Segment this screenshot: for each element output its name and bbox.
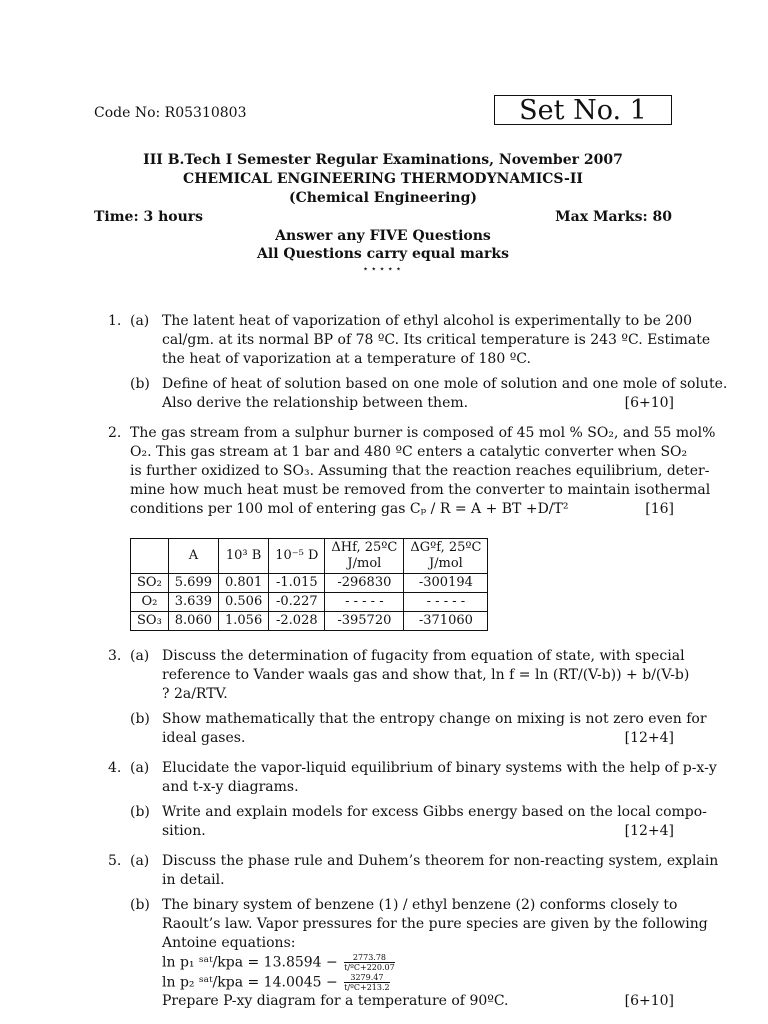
table-cell: -296830 [325, 574, 404, 593]
text-line: Discuss the phase rule and Duhem’s theorem for non-reacting system, explain [162, 853, 719, 869]
table-cell: 0.801 [219, 574, 269, 593]
instruction-answer: Answer any FIVE Questions [275, 228, 491, 244]
question-5 [108, 852, 719, 1011]
text-line: Show mathematically that the entropy change on mixing is not zero even for [162, 711, 707, 727]
table-cell: 5.699 [168, 574, 218, 593]
text-line: Prepare P-xy diagram for a temperature of 90ºC. [6+10] [162, 993, 674, 1009]
text-line: The gas stream from a sulphur burner is composed of 45 mol % SO₂, and 55 mol% [130, 425, 716, 441]
text-line: and t-x-y diagrams. [162, 779, 299, 795]
thermo-data-table [130, 538, 488, 631]
text-line: reference to Vander waals gas and show that, ln f = ln (RT/(V-b)) + b/(V-b) [162, 667, 690, 683]
question-5a [130, 852, 719, 890]
table-header-cell: 10⁻⁵ D [269, 539, 325, 574]
question-number: 4. [108, 760, 122, 776]
table-cell: 8.060 [168, 612, 218, 631]
question-2-body [130, 443, 711, 519]
text-line: Define of heat of solution based on one mole of solution and one mole of solute. [162, 376, 728, 392]
table-cell: -395720 [325, 612, 404, 631]
table-cell: -1.015 [269, 574, 325, 593]
table-row [131, 593, 488, 612]
table-row [131, 612, 488, 631]
part-label: (b) [130, 711, 150, 727]
question-2 [108, 424, 716, 519]
table-header-cell: A [168, 539, 218, 574]
table-cell: O₂ [131, 593, 169, 612]
text-line: The binary system of benzene (1) / ethyl benzene (2) conforms closely to [162, 897, 678, 913]
text-line: cal/gm. at its normal BP of 78 ºC. Its critical temperature is 243 ºC. Estimate [162, 332, 711, 348]
question-number: 1. [108, 313, 122, 329]
part-label: (a) [130, 853, 150, 869]
table-header-cell: ΔGºf, 25ºC J/mol [404, 539, 488, 574]
text-line: mine how much heat must be removed from the converter to maintain isothermal [130, 482, 711, 498]
text-line: The latent heat of vaporization of ethyl alcohol is experimentally to be 200 [162, 313, 693, 329]
text-line: Also derive the relationship between them. [6+10] [162, 395, 674, 411]
question-number: 2. [108, 425, 122, 441]
question-1 [108, 312, 728, 413]
text-line: conditions per 100 mol of entering gas Cₚ / R = A + BT +D/T² [16] [130, 501, 674, 517]
question-3b [130, 710, 707, 748]
question-3 [108, 647, 707, 748]
instruction-marks: All Questions carry equal marks [257, 246, 509, 262]
branch-title: (Chemical Engineering) [288, 190, 477, 206]
question-marks: [12+4] [624, 730, 674, 746]
text-line: Antoine equations: [162, 935, 296, 951]
table-header-row [131, 539, 488, 574]
table-cell: -300194 [404, 574, 488, 593]
equation-lhs: ln p₂ ˢᵃᵗ/kpa = 14.0045 − [162, 974, 338, 990]
text-line: Write and explain models for excess Gibbs energy based on the local compo- [162, 804, 707, 820]
text-line: Raoult’s law. Vapor pressures for the pure species are given by the following [162, 916, 708, 932]
table-row [131, 574, 488, 593]
table-cell: -2.028 [269, 612, 325, 631]
text-line: sition. [12+4] [162, 823, 674, 839]
equation-fraction: $\frac{2773.78}{\text{t/ºC+220.07}}$ [344, 953, 395, 972]
table-cell: 3.639 [168, 593, 218, 612]
table-cell: SO₃ [131, 612, 169, 631]
antoine-equation-2 [162, 973, 674, 993]
question-number: 3. [108, 648, 122, 664]
text-line: the heat of vaporization at a temperature of 180 ºC. [162, 351, 531, 367]
text-line: O₂. This gas stream at 1 bar and 480 ºC enters a catalytic converter when SO₂ [130, 444, 688, 460]
question-marks: [12+4] [624, 823, 674, 839]
separator-stars: ⋆⋆⋆⋆⋆ [362, 264, 404, 275]
table-header-cell [131, 539, 169, 574]
text-line: Discuss the determination of fugacity from equation of state, with special [162, 648, 685, 664]
question-4a [130, 759, 717, 797]
code-number: Code No: R05310803 [94, 105, 247, 121]
part-label: (b) [130, 897, 150, 913]
table-cell: -371060 [404, 612, 488, 631]
question-marks: [16] [645, 501, 674, 517]
question-3a [130, 647, 690, 704]
time-allowed: Time: 3 hours [94, 209, 204, 225]
table-cell: SO₂ [131, 574, 169, 593]
text-line: in detail. [162, 872, 225, 888]
table-cell: 1.056 [219, 612, 269, 631]
part-label: (a) [130, 648, 150, 664]
table-header-cell: 10³ B [219, 539, 269, 574]
question-5b [130, 896, 708, 1011]
table-header-cell: ΔHf, 25ºC J/mol [325, 539, 404, 574]
max-marks: Max Marks: 80 [555, 209, 672, 225]
equation-lhs: ln p₁ ˢᵃᵗ/kpa = 13.8594 − [162, 954, 338, 971]
table-cell: -0.227 [269, 593, 325, 612]
subject-title: CHEMICAL ENGINEERING THERMODYNAMICS-II [183, 171, 583, 187]
question-marks: [6+10] [624, 395, 674, 411]
part-label: (b) [130, 376, 150, 392]
equation-fraction: $\frac{3279.47}{\text{t/ºC+213.2}}$ [344, 972, 390, 992]
question-marks: [6+10] [624, 993, 674, 1009]
question-4 [108, 759, 717, 841]
text-line: ? 2a/RTV. [162, 686, 228, 702]
exam-title: III B.Tech I Semester Regular Examinations, November 2007 [143, 152, 623, 168]
part-label: (a) [130, 313, 150, 329]
table-cell: 0.506 [219, 593, 269, 612]
set-number-box: Set No. 1 [494, 95, 672, 125]
question-4b [130, 803, 707, 841]
table-cell: - - - - - [404, 593, 488, 612]
question-1a [130, 312, 711, 369]
antoine-equation-1 [162, 953, 674, 973]
question-2-text [130, 424, 716, 443]
part-label: (b) [130, 804, 150, 820]
table-cell: - - - - - [325, 593, 404, 612]
text-line: is further oxidized to SO₃. Assuming that the reaction reaches equilibrium, deter- [130, 463, 710, 479]
text-line: ideal gases. [12+4] [162, 730, 674, 746]
question-1b [130, 375, 728, 413]
question-number: 5. [108, 853, 122, 869]
text-line: Elucidate the vapor-liquid equilibrium of binary systems with the help of p-x-y [162, 760, 717, 776]
part-label: (a) [130, 760, 150, 776]
